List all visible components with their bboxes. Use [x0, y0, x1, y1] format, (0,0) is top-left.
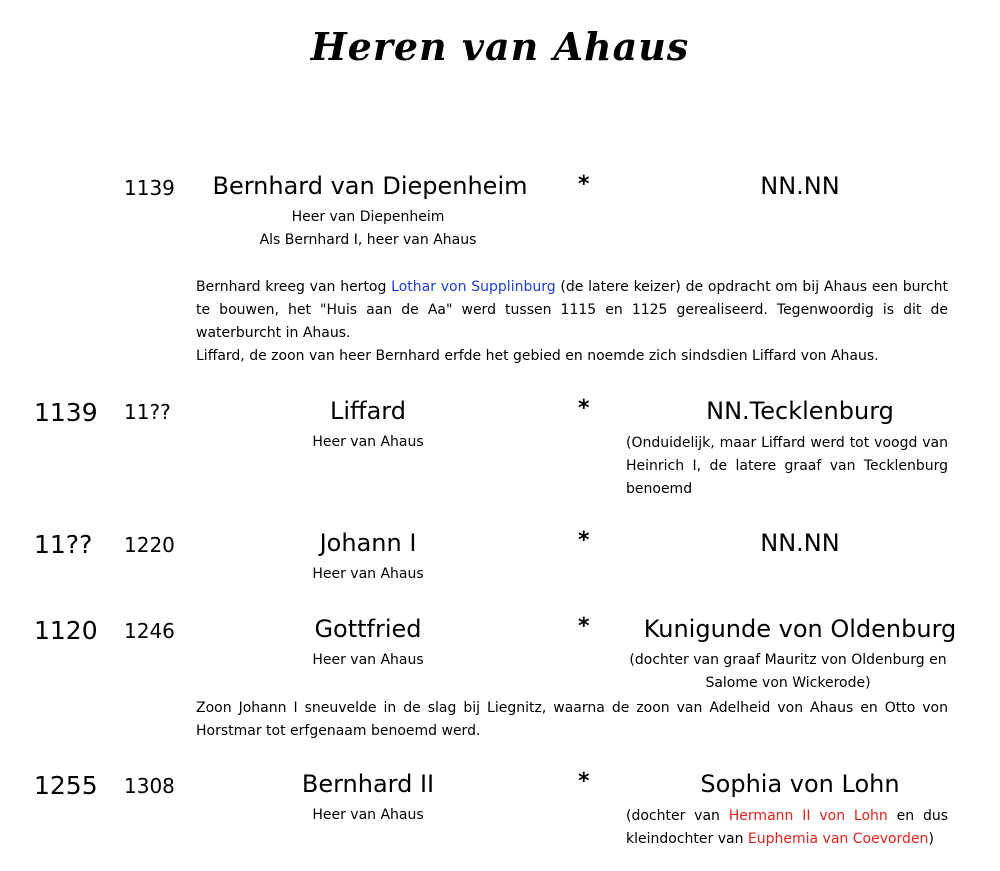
end-year: 1139 [124, 176, 175, 200]
marriage-star: * [578, 396, 590, 421]
person-name: Gottfried [314, 615, 422, 643]
spouse-name: Kunigunde von Oldenburg [643, 615, 957, 643]
page-title: Heren van Ahaus [310, 24, 690, 69]
end-year: 11?? [124, 400, 171, 424]
biography-paragraph [196, 276, 948, 368]
person-title: Heer van Ahaus [312, 652, 424, 668]
start-year: 11?? [34, 530, 93, 559]
spouse-name: NN.NN [760, 172, 840, 200]
person-title: Heer van Ahaus [312, 566, 424, 582]
marriage-star: * [578, 614, 590, 639]
end-year: 1246 [124, 619, 175, 643]
person-name: Johann I [319, 529, 417, 557]
text-segment: (de latere keizer) de opdracht om bij Ahaus een burcht te bouwen, het "Huis aan de Aa" werd tussen 1115 en 1125 gerealiseerd. Tegenwoordig is dit de waterburcht in Ahaus. [196, 279, 948, 341]
link-hermann-ii-von-lohn[interactable]: Hermann II von Lohn [728, 808, 888, 824]
biography-paragraph: Zoon Johann I sneuvelde in de slag bij Liegnitz, waarna de zoon van Adelheid von Ahaus en Otto von Horstmar tot erfgenaam benoemd werd. [196, 700, 948, 739]
spouse-name: Sophia von Lohn [700, 770, 900, 798]
text-segment: ) [928, 831, 934, 847]
paragraph-line: Liffard, de zoon van heer Bernhard erfde het gebied en noemde zich sindsdien Liffard von Ahaus. [196, 348, 879, 364]
person-title: Heer van Ahaus [312, 807, 424, 823]
marriage-star: * [578, 769, 590, 794]
spouse-note: (Onduidelijk, maar Liffard werd tot voogd van Heinrich I, de latere graaf van Tecklenburg benoemd [626, 435, 948, 497]
start-year: 1255 [34, 771, 98, 800]
link-euphemia-van-coevorden[interactable]: Euphemia van Coevorden [747, 831, 929, 847]
marriage-star: * [578, 528, 590, 553]
spouse-note: (dochter van graaf Mauritz von Oldenburg en [629, 652, 947, 668]
start-year: 1120 [34, 616, 98, 645]
person-name: Bernhard van Diepenheim [212, 172, 528, 200]
person-name: Bernhard II [301, 770, 435, 798]
spouse-name: NN.Tecklenburg [706, 397, 894, 425]
text-segment: en dus kleindochter van [626, 808, 949, 847]
person-title: Heer van Ahaus [312, 434, 424, 450]
spouse-note: Salome von Wickerode) [705, 675, 871, 691]
end-year: 1308 [124, 774, 175, 798]
person-name: Liffard [330, 397, 406, 425]
marriage-star: * [578, 172, 590, 197]
spouse-note [626, 805, 948, 851]
person-title: Als Bernhard I, heer van Ahaus [259, 232, 477, 248]
text-segment: (dochter van [626, 808, 729, 824]
end-year: 1220 [124, 533, 175, 557]
spouse-name: NN.NN [760, 529, 840, 557]
start-year: 1139 [34, 398, 98, 427]
text-segment: Bernhard kreeg van hertog [196, 279, 392, 295]
link-lothar-von-supplinburg[interactable]: Lothar von Supplinburg [391, 279, 556, 295]
person-title: Heer van Diepenheim [291, 209, 445, 225]
